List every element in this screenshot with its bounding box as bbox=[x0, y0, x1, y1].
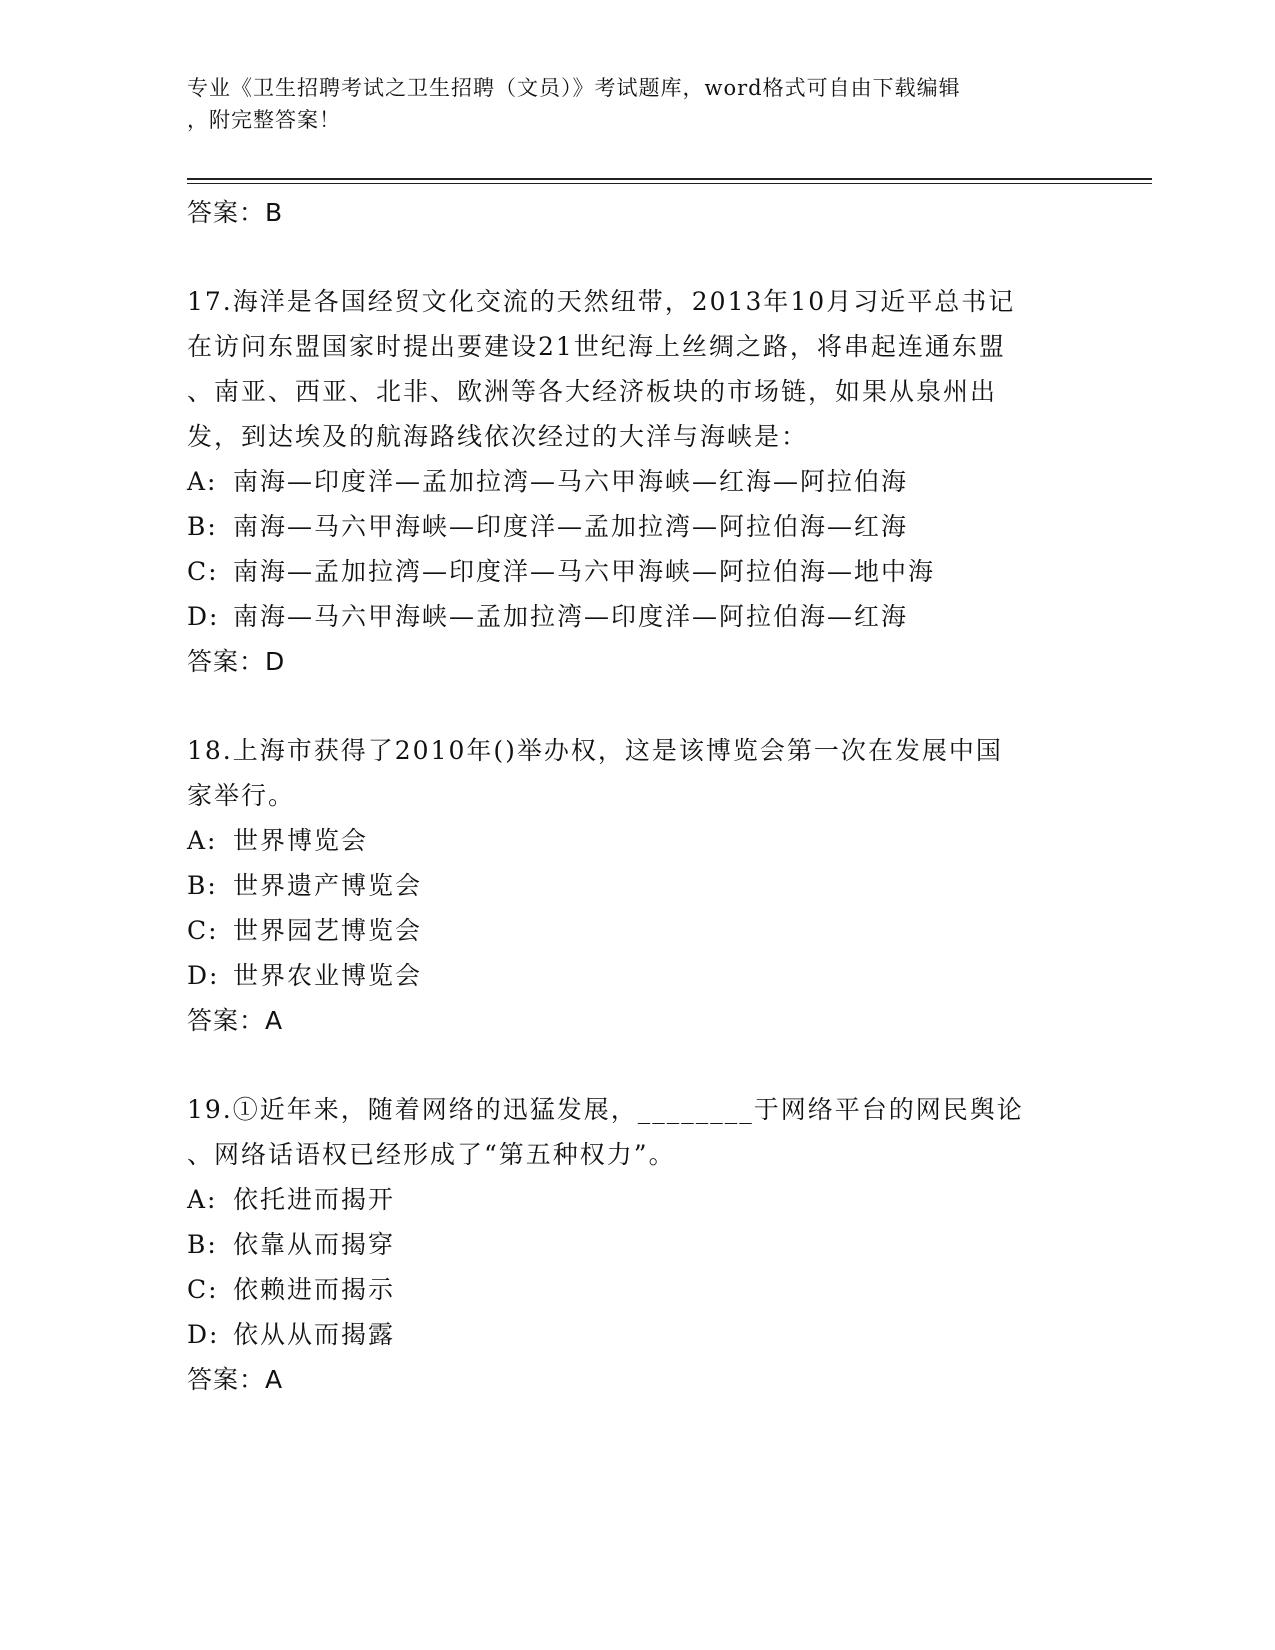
option-text: 南海—马六甲海峡—孟加拉湾—印度洋—阿拉伯海—红海 bbox=[233, 602, 909, 631]
option-a bbox=[187, 818, 1077, 863]
option-d bbox=[187, 1312, 1077, 1357]
option-letter: C: bbox=[187, 557, 219, 586]
option-letter: A: bbox=[187, 826, 218, 855]
document-body bbox=[187, 190, 1077, 1402]
answer-label: 答案： bbox=[187, 1006, 266, 1035]
option-a bbox=[187, 1177, 1077, 1222]
option-letter: A: bbox=[187, 1185, 218, 1214]
option-c bbox=[187, 908, 1077, 953]
question-line: 在访问东盟国家时提出要建设21世纪海上丝绸之路，将串起连通东盟 bbox=[187, 332, 1006, 361]
question-block bbox=[187, 728, 1077, 1043]
option-c bbox=[187, 549, 1077, 594]
question-block bbox=[187, 279, 1077, 684]
header-line-2: ，附完整答案！ bbox=[187, 108, 341, 132]
option-text: 依赖进而揭示 bbox=[233, 1275, 396, 1304]
answer-value: A bbox=[265, 1006, 284, 1035]
option-text: 世界博览会 bbox=[233, 826, 369, 855]
answer-value: D bbox=[265, 647, 286, 676]
option-text: 依从从而揭露 bbox=[233, 1320, 396, 1349]
question-line: 19.①近年来，随着网络的迅猛发展，________于网络平台的网民舆论 bbox=[187, 1095, 1024, 1124]
option-d bbox=[187, 594, 1077, 639]
question-line: 家举行。 bbox=[187, 781, 296, 810]
option-letter: C: bbox=[187, 1275, 219, 1304]
option-text: 依托进而揭开 bbox=[233, 1185, 396, 1214]
question-line: 、网络话语权已经形成了“第五种权力”。 bbox=[187, 1140, 676, 1169]
option-letter: B: bbox=[187, 1230, 218, 1259]
option-letter: B: bbox=[187, 512, 218, 541]
answer-label: 答案： bbox=[187, 198, 266, 227]
option-text: 南海—印度洋—孟加拉湾—马六甲海峡—红海—阿拉伯海 bbox=[233, 467, 909, 496]
answer-value: A bbox=[265, 1365, 284, 1394]
answer-label: 答案： bbox=[187, 647, 266, 676]
header-line-1: 专业《卫生招聘考试之卫生招聘（文员）》考试题库，word格式可自由下载编辑 bbox=[187, 76, 961, 100]
document-header bbox=[187, 72, 1067, 136]
option-letter: D: bbox=[187, 1320, 220, 1349]
option-letter: D: bbox=[187, 961, 220, 990]
option-c bbox=[187, 1267, 1077, 1312]
question-text bbox=[187, 279, 1077, 459]
question-line: 18.上海市获得了2010年()举办权，这是该博览会第一次在发展中国 bbox=[187, 736, 1003, 765]
option-a bbox=[187, 459, 1077, 504]
option-letter: C: bbox=[187, 916, 219, 945]
spacer bbox=[187, 1043, 1077, 1087]
option-text: 世界农业博览会 bbox=[233, 961, 423, 990]
option-b bbox=[187, 1222, 1077, 1267]
option-b bbox=[187, 863, 1077, 908]
option-text: 世界遗产博览会 bbox=[233, 871, 423, 900]
option-b bbox=[187, 504, 1077, 549]
spacer bbox=[187, 235, 1077, 279]
answer-line bbox=[187, 639, 1077, 684]
answer-label: 答案： bbox=[187, 1365, 266, 1394]
question-block bbox=[187, 1087, 1077, 1402]
answer-line bbox=[187, 998, 1077, 1043]
header-rule-thin bbox=[187, 183, 1152, 184]
answer-line bbox=[187, 190, 1077, 235]
option-text: 南海—马六甲海峡—印度洋—孟加拉湾—阿拉伯海—红海 bbox=[233, 512, 909, 541]
option-letter: A: bbox=[187, 467, 218, 496]
option-d bbox=[187, 953, 1077, 998]
answer-value: B bbox=[265, 198, 284, 227]
question-line: 发，到达埃及的航海路线依次经过的大洋与海峡是： bbox=[187, 422, 809, 451]
question-line: 17.海洋是各国经贸文化交流的天然纽带，2013年10月习近平总书记 bbox=[187, 287, 1016, 316]
option-letter: B: bbox=[187, 871, 218, 900]
option-letter: D: bbox=[187, 602, 220, 631]
header-rule-thick bbox=[187, 178, 1152, 180]
answer-line bbox=[187, 1357, 1077, 1402]
question-line: 、南亚、西亚、北非、欧洲等各大经济板块的市场链，如果从泉州出 bbox=[187, 377, 998, 406]
option-text: 南海—孟加拉湾—印度洋—马六甲海峡—阿拉伯海—地中海 bbox=[233, 557, 936, 586]
spacer bbox=[187, 684, 1077, 728]
option-text: 世界园艺博览会 bbox=[233, 916, 423, 945]
question-text bbox=[187, 1087, 1077, 1177]
question-text bbox=[187, 728, 1077, 818]
option-text: 依靠从而揭穿 bbox=[233, 1230, 396, 1259]
